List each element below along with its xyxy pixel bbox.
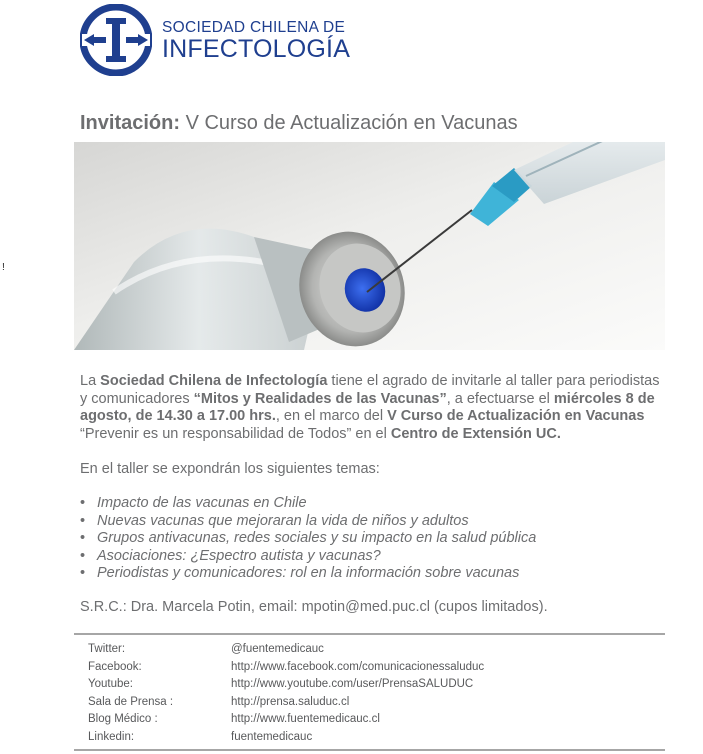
link-label: Twitter: — [88, 643, 126, 655]
org-name-line1: SOCIEDAD CHILENA DE — [162, 18, 346, 36]
link-label: Facebook: — [88, 660, 142, 673]
hero-image — [74, 142, 665, 350]
intro-text-1: La — [80, 373, 101, 389]
link-row-youtube — [88, 676, 648, 694]
twitter-link[interactable]: @fuentemedicauc — [231, 643, 324, 655]
contact-line: S.R.C.: Dra. Marcela Potin, email: mpotin@med.puc.cl (cupos limitados). — [80, 599, 548, 615]
facebook-link[interactable]: http://www.facebook.com/comunicacionessaluduc — [231, 660, 485, 673]
link-label: Sala de Prensa : — [88, 695, 174, 708]
link-label: Youtube: — [88, 678, 133, 690]
list-item: • Periodistas y comunicadores: rol en la información sobre vacunas — [80, 565, 670, 583]
youtube-link[interactable]: http://www.youtube.com/user/PrensaSALUDUC — [231, 678, 474, 690]
link-row-twitter — [88, 641, 648, 659]
sochinf-logo-icon — [80, 4, 152, 76]
intro-course-name: V Curso de Actualización en Vacunas — [387, 408, 645, 424]
link-row-linkedin — [88, 729, 648, 747]
stray-mark: ! — [2, 262, 5, 273]
org-logo[interactable] — [80, 4, 351, 76]
link-label: Blog Médico : — [88, 713, 158, 725]
intro-text-3: , a efectuarse el — [446, 390, 554, 407]
intro-text-2: tiene el agrado de invitarle al taller para periodistas y comunicadores — [80, 373, 660, 407]
topics-list — [80, 495, 670, 583]
intro-text-5: “Prevenir es un responsabilidad de Todos” en el — [80, 425, 391, 442]
org-name-line2: INFECTOLOGÍA — [162, 34, 351, 63]
press-room-link[interactable]: http://prensa.saluduc.cl — [231, 695, 350, 708]
page-title — [80, 112, 518, 135]
intro-org-name: Sociedad Chilena de Infectología — [100, 373, 328, 389]
link-label: Linkedin: — [88, 730, 135, 743]
intro-date: miércoles 8 de agosto, de 14.30 a 17.00 hrs. — [80, 390, 655, 424]
list-item: • Impacto de las vacunas en Chile — [80, 495, 670, 513]
list-item: • Nuevas vacunas que mejoraran la vida de niños y adultos — [80, 513, 670, 531]
intro-text-4: , en el marco del — [275, 408, 388, 424]
social-links — [88, 641, 648, 746]
divider — [74, 633, 665, 635]
title-bold: Invitación: — [80, 112, 181, 134]
blog-link[interactable]: http://www.fuentemedicauc.cl — [231, 713, 380, 725]
intro-workshop-name: “Mitos y Realidades de las Vacunas” — [193, 390, 447, 407]
intro-venue: Centro de Extensión UC. — [390, 425, 561, 442]
topics-intro: En el taller se expondrán los siguientes temas: — [80, 461, 380, 477]
link-row-press — [88, 694, 648, 712]
intro-paragraph — [80, 373, 670, 443]
list-item: • Asociaciones: ¿Espectro autista y vacunas? — [80, 548, 670, 566]
divider — [74, 749, 665, 751]
list-item: • Grupos antivacunas, redes sociales y su impacto en la salud pública — [80, 530, 670, 548]
linkedin-link[interactable]: fuentemedicauc — [231, 730, 313, 743]
title-rest: V Curso de Actualización en Vacunas — [180, 112, 518, 134]
syringe-vial-illustration — [74, 142, 665, 350]
link-row-facebook — [88, 659, 648, 677]
link-row-blog — [88, 711, 648, 729]
